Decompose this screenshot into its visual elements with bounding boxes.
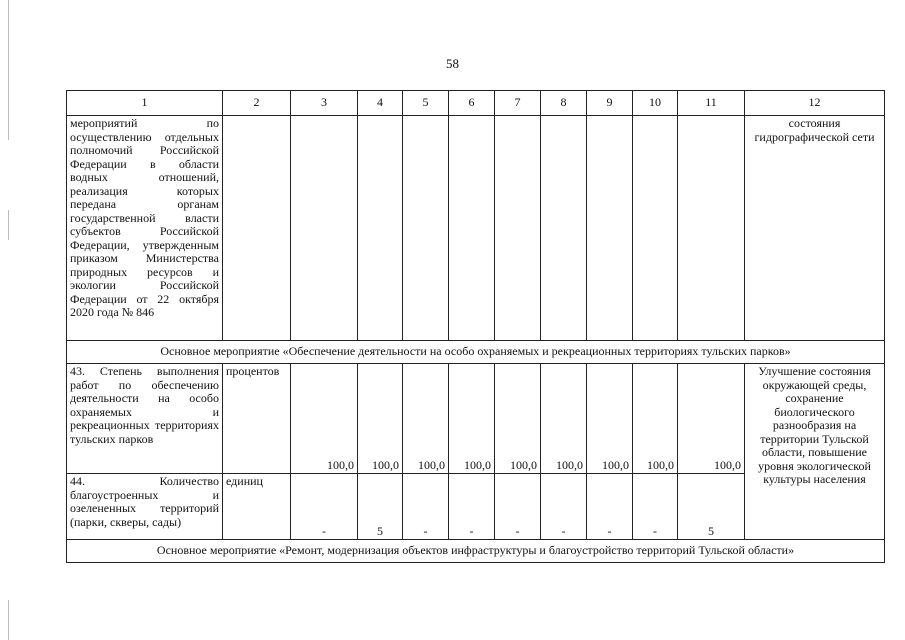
indicator-44-value: - bbox=[291, 474, 358, 540]
column-header: 4 bbox=[358, 91, 403, 116]
indicator-44-unit: единиц bbox=[223, 474, 291, 540]
continuation-result: состояния гидрографической сети bbox=[745, 116, 885, 341]
indicator-43-value: 100,0 bbox=[449, 364, 495, 474]
section-row bbox=[67, 540, 885, 563]
indicator-43-value: 100,0 bbox=[541, 364, 587, 474]
section-title-parks: Основное мероприятие «Обеспечение деятельности на особо охраняемых и рекреационных территориях тульских парков» bbox=[67, 341, 885, 364]
indicator-43-unit: процентов bbox=[223, 364, 291, 474]
indicator-44-description: 44. Количество благоустроенных и озелененных территорий (парки, скверы, сады) bbox=[67, 474, 223, 540]
indicator-row-43 bbox=[67, 364, 885, 474]
column-header: 12 bbox=[745, 91, 885, 116]
expected-result: Улучшение состояния окружающей среды, сохранение биологического разнообразия на территории Тульской области, повышение уровня экологической культуры населения bbox=[745, 364, 885, 540]
indicator-43-value: 100,0 bbox=[403, 364, 449, 474]
column-header: 8 bbox=[541, 91, 587, 116]
continuation-description: мероприятий по осуществлению отдельных полномочий Российской Федерации в области водных отношений, реализация которых передана органам государственной власти субъектов Российской Федерации, утвержденным приказом Министерства природных ресурсов и экологии Российской Федерации от 22 октября 2020 года № 846 bbox=[67, 116, 223, 341]
empty-cell bbox=[291, 116, 358, 341]
indicator-44-value: - bbox=[541, 474, 587, 540]
indicators-table bbox=[66, 90, 885, 563]
indicator-43-value: 100,0 bbox=[678, 364, 745, 474]
empty-cell bbox=[587, 116, 633, 341]
empty-cell bbox=[223, 116, 291, 341]
scan-edge-mark bbox=[8, 600, 9, 640]
indicator-44-value: 5 bbox=[358, 474, 403, 540]
empty-cell bbox=[495, 116, 541, 341]
indicator-43-value: 100,0 bbox=[358, 364, 403, 474]
continuation-row bbox=[67, 116, 885, 341]
indicator-44-value: - bbox=[495, 474, 541, 540]
column-header: 7 bbox=[495, 91, 541, 116]
section-title-infrastructure: Основное мероприятие «Ремонт, модернизация объектов инфраструктуры и благоустройство территорий Тульской области» bbox=[67, 540, 885, 563]
page-number: 58 bbox=[446, 56, 459, 71]
column-header: 1 bbox=[67, 91, 223, 116]
indicator-43-description: 43. Степень выполнения работ по обеспечению деятельности на особо охраняемых и рекреационных территориях тульских парков bbox=[67, 364, 223, 474]
empty-cell bbox=[403, 116, 449, 341]
indicator-44-value: - bbox=[403, 474, 449, 540]
column-header: 6 bbox=[449, 91, 495, 116]
indicator-44-value: - bbox=[449, 474, 495, 540]
column-header: 11 bbox=[678, 91, 745, 116]
column-header: 9 bbox=[587, 91, 633, 116]
indicator-43-value: 100,0 bbox=[291, 364, 358, 474]
scan-edge-mark bbox=[8, 210, 9, 240]
column-header: 3 bbox=[291, 91, 358, 116]
indicator-43-value: 100,0 bbox=[587, 364, 633, 474]
empty-cell bbox=[449, 116, 495, 341]
column-header: 5 bbox=[403, 91, 449, 116]
indicator-43-value: 100,0 bbox=[495, 364, 541, 474]
empty-cell bbox=[633, 116, 678, 341]
empty-cell bbox=[358, 116, 403, 341]
column-header: 2 bbox=[223, 91, 291, 116]
empty-cell bbox=[541, 116, 587, 341]
indicator-44-value: - bbox=[633, 474, 678, 540]
column-header-row bbox=[67, 91, 885, 116]
indicator-43-value: 100,0 bbox=[633, 364, 678, 474]
section-row bbox=[67, 341, 885, 364]
indicator-44-value: 5 bbox=[678, 474, 745, 540]
column-header: 10 bbox=[633, 91, 678, 116]
indicator-44-value: - bbox=[587, 474, 633, 540]
empty-cell bbox=[678, 116, 745, 341]
